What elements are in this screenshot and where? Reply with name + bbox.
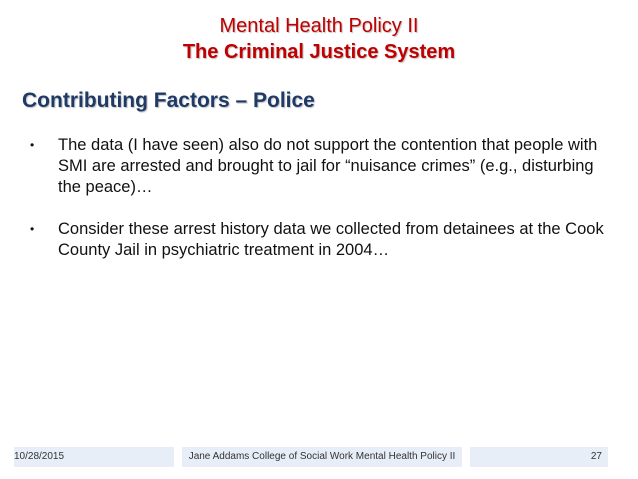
slide-subtitle: Contributing Factors – Police (22, 89, 315, 112)
bullet-marker: • (30, 138, 35, 152)
footer-date: 10/28/2015 (14, 447, 174, 467)
title-line-1: Mental Health Policy II (219, 15, 419, 37)
bullet-marker: • (30, 222, 35, 236)
bullet-text: The data (I have seen) also do not support the contention that people with SMI are arrested and brought to jail for “nuisance crimes” (e.g., disturbing the peace)… (58, 136, 598, 196)
bullet-item (28, 219, 608, 261)
bullet-text: Consider these arrest history data we collected from detainees at the Cook County Jail in psychiatric treatment in 2004… (58, 220, 604, 259)
footer-page-number: 27 (470, 447, 608, 467)
title-line-2: The Criminal Justice System (182, 41, 456, 63)
footer-course-title: Jane Addams College of Social Work Mental Health Policy II (182, 447, 462, 467)
bullet-list (28, 135, 608, 261)
bullet-item (28, 135, 608, 198)
slide-footer (0, 447, 638, 469)
